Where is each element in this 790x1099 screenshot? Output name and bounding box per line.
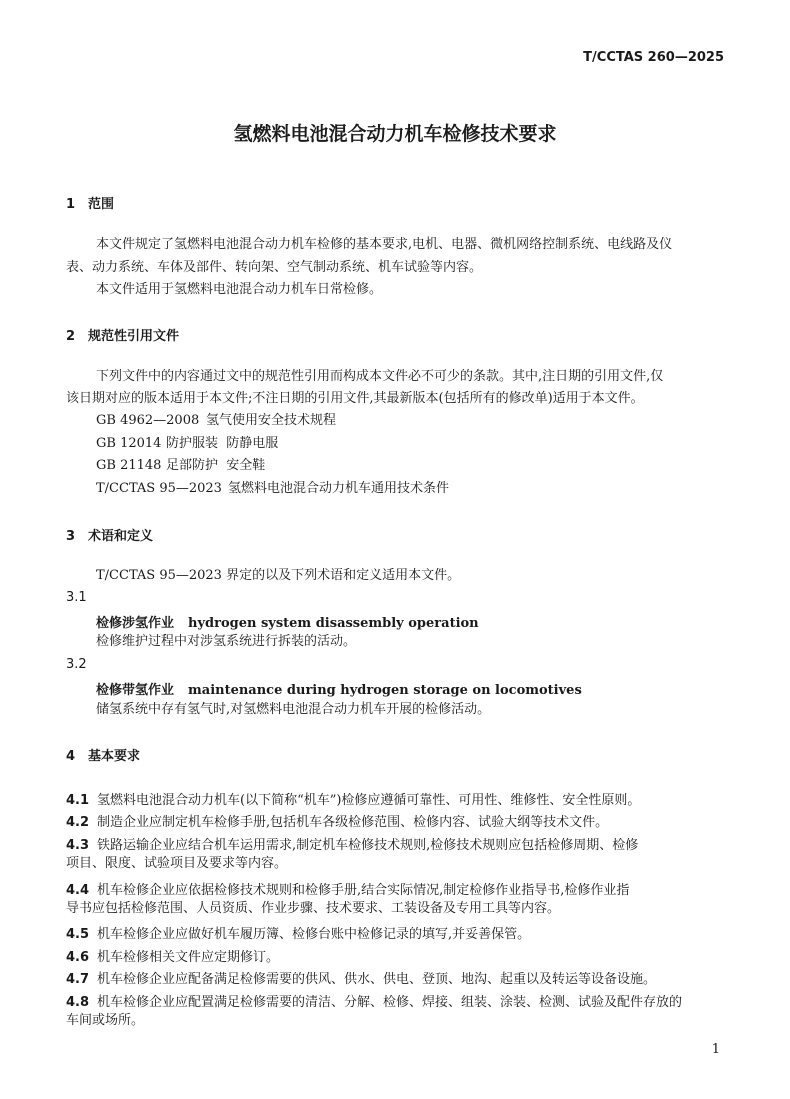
reference-item <box>96 458 265 474</box>
document-title: 氢燃料电池混合动力机车检修技术要求 <box>233 123 557 145</box>
term-zh: 检修涉氢作业 <box>96 616 175 631</box>
reference-title: 防护服装 防静电服 <box>166 436 279 451</box>
item-text: 机车检修企业应配备满足检修需要的供风、供水、供电、登顶、地沟、起重以及转运等设备设施。 <box>97 972 657 987</box>
reference-item <box>96 436 278 452</box>
term-entry <box>96 679 582 698</box>
item-text: 机车检修企业应依据检修技术规则和检修手册,结合实际情况,制定检修作业指导书,检修作业指 <box>97 883 630 898</box>
item-text: 机车检修企业应配置满足检修需要的清洁、分解、检修、焊接、组装、涂装、检测、试验及配件存放的 <box>97 995 683 1010</box>
reference-item <box>96 481 449 497</box>
item-continuation: 项目、限度、试验项目及要求等内容。 <box>66 856 288 871</box>
requirement-item <box>66 991 682 1010</box>
item-text: 铁路运输企业应结合机车运用需求,制定机车检修技术规则,检修技术规则应包括检修周期、检修 <box>97 838 639 853</box>
reference-code: GB 21148 <box>96 458 162 473</box>
reference-code: GB 12014 <box>96 436 162 451</box>
section-number: 1 <box>66 197 76 212</box>
item-text: 制造企业应制定机车检修手册,包括机车各级检修范围、检修内容、试验大纲等技术文件。 <box>97 815 609 830</box>
item-number: 4.4 <box>66 883 90 898</box>
section-2-heading <box>66 325 179 344</box>
item-number: 4.1 <box>66 793 90 808</box>
paragraph-line: 下列文件中的内容通过文中的规范性引用而构成本文件必不可少的条款。其中,注日期的引用文件,仅 <box>96 369 664 384</box>
section-number: 3 <box>66 529 76 544</box>
document-code: T/CCTAS 260—2025 <box>583 50 724 65</box>
requirement-item <box>66 834 638 853</box>
item-number: 4.7 <box>66 972 90 987</box>
section-1-heading <box>66 193 114 212</box>
section-number: 2 <box>66 329 76 344</box>
term-en: maintenance during hydrogen storage on locomotives <box>188 683 582 698</box>
section-title: 基本要求 <box>88 749 141 764</box>
item-continuation: 车间或场所。 <box>66 1013 145 1028</box>
section-title: 范围 <box>88 197 115 212</box>
section-title: 规范性引用文件 <box>88 329 180 344</box>
requirement-item <box>66 811 608 830</box>
term-number: 3.1 <box>66 590 87 605</box>
item-number: 4.2 <box>66 815 90 830</box>
term-en: hydrogen system disassembly operation <box>188 616 479 631</box>
item-number: 4.6 <box>66 950 90 965</box>
paragraph-line: 本文件适用于氢燃料电池混合动力机车日常检修。 <box>96 282 383 297</box>
item-number: 4.8 <box>66 995 90 1010</box>
requirement-item <box>66 923 530 942</box>
section-4-heading <box>66 745 140 764</box>
reference-title: 氢气使用安全技术规程 <box>206 413 337 428</box>
requirement-item <box>66 789 640 808</box>
section-number: 4 <box>66 749 76 764</box>
item-number: 4.5 <box>66 927 90 942</box>
item-text: 机车检修企业应做好机车履历簿、检修台账中检修记录的填写,并妥善保管。 <box>97 927 531 942</box>
requirement-item <box>66 879 629 898</box>
term-number: 3.2 <box>66 657 87 672</box>
requirement-item <box>66 946 279 965</box>
term-entry <box>96 612 479 631</box>
reference-code: GB 4962—2008 <box>96 413 200 428</box>
item-continuation: 导书应包括检修范围、人员资质、作业步骤、技术要求、工装设备及专用工具等内容。 <box>66 901 561 916</box>
section-3-heading <box>66 525 153 544</box>
item-text: 氢燃料电池混合动力机车(以下简称“机车”)检修应遵循可靠性、可用性、维修性、安全性原则。 <box>97 793 641 808</box>
paragraph-line: T/CCTAS 95—2023 界定的以及下列术语和定义适用本文件。 <box>96 568 461 583</box>
reference-title: 氢燃料电池混合动力机车通用技术条件 <box>228 481 450 496</box>
term-zh: 检修带氢作业 <box>96 683 175 698</box>
paragraph-line: 本文件规定了氢燃料电池混合动力机车检修的基本要求,电机、电器、微机网络控制系统、电线路及仪 <box>96 237 673 252</box>
reference-title: 足部防护 安全鞋 <box>166 458 266 473</box>
page-number: 1 <box>711 1042 720 1057</box>
paragraph-line: 该日期对应的版本适用于本文件;不注日期的引用文件,其最新版本(包括所有的修改单)适用于本文件。 <box>66 391 644 406</box>
section-title: 术语和定义 <box>88 529 154 544</box>
item-text: 机车检修相关文件应定期修订。 <box>97 950 280 965</box>
term-definition: 储氢系统中存有氢气时,对氢燃料电池混合动力机车开展的检修活动。 <box>96 702 491 717</box>
paragraph-line: 表、动力系统、车体及部件、转向架、空气制动系统、机车试验等内容。 <box>66 260 483 275</box>
term-definition: 检修维护过程中对涉氢系统进行拆装的活动。 <box>96 634 357 649</box>
reference-item <box>96 413 336 429</box>
requirement-item <box>66 968 656 987</box>
item-number: 4.3 <box>66 838 90 853</box>
reference-code: T/CCTAS 95—2023 <box>96 481 222 496</box>
